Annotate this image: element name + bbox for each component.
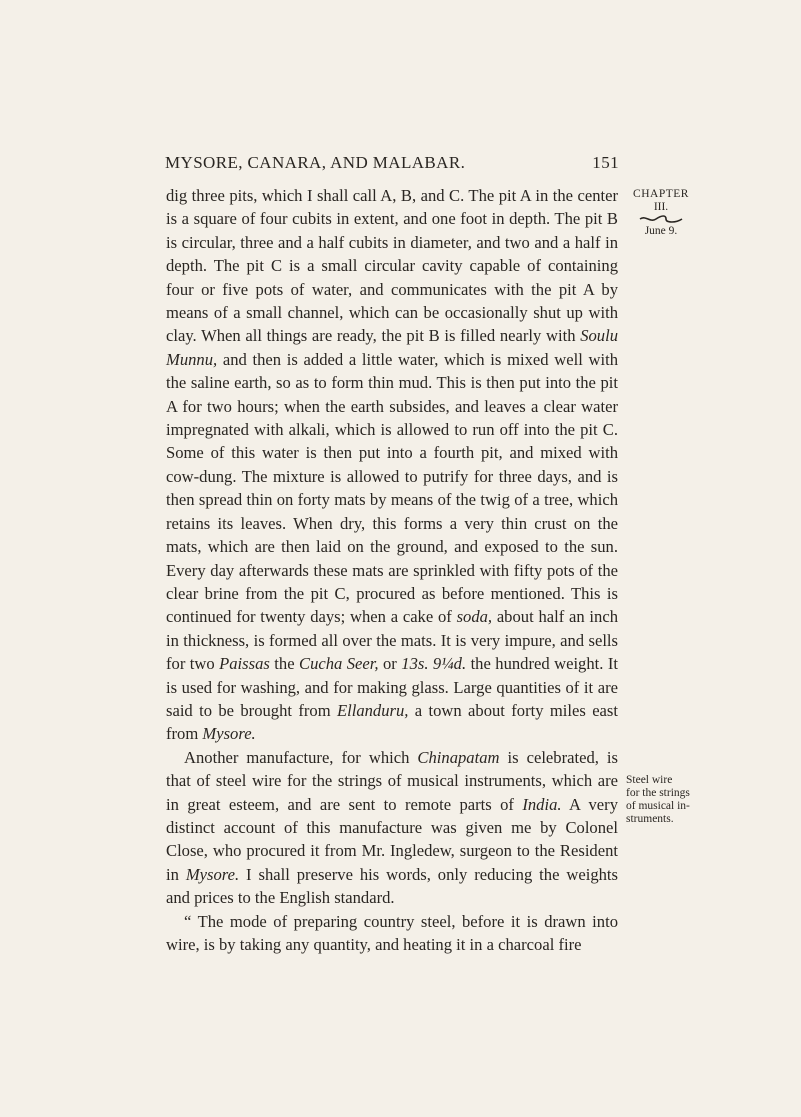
italic-place: Chinapatam — [417, 747, 500, 767]
text-run: about half an inch in thickness, is formed all over the mats. It is very impure, and sells for two — [166, 607, 618, 674]
margin-note-line: for the strings — [626, 787, 690, 799]
text-run: or — [378, 654, 402, 674]
italic-term: Paissas — [219, 654, 270, 674]
italic-place: India. — [522, 794, 562, 814]
chapter-number: III. — [653, 201, 669, 213]
italic-place: Ellanduru, — [336, 700, 409, 720]
paragraph-steel-wire — [166, 746, 618, 910]
running-head: MYSORE, CANARA, AND MALABAR. — [165, 153, 466, 172]
italic-term: Cucha Seer, — [299, 654, 379, 674]
text-run: the hundred weight. It is used for washing, and for making glass. Large quantities of it are said to be brought from — [166, 654, 618, 720]
italic-place: Mysore. — [185, 864, 240, 884]
margin-steel-note — [626, 774, 696, 826]
chapter-label: CHAPTER — [633, 188, 689, 200]
text-run: a town about forty miles east from — [166, 700, 618, 744]
text-run: dig three pits, which I shall call A, B, and C. The pit A in the center is a square of four cubits in extent, and one foot in depth. The pit B is circular, three and a half cubits in diameter, and two and a half in depth. The pit C is a small circular cavity capable of containing four or five pots of water, and communicates with the pit A by means of a small channel, which can be occasionally shut up with clay. When all things are ready, the pit B is filled nearly with — [166, 186, 618, 346]
text-run: Another manufacture, for which — [184, 747, 418, 767]
paragraph-pits — [166, 184, 618, 746]
text-run: “ The mode of preparing country steel, before it is drawn into wire, is by taking any quantity, and heating it in a charcoal fire — [166, 911, 618, 954]
margin-note-line: Steel wire — [626, 774, 673, 786]
margin-note-line: struments. — [626, 813, 674, 825]
margin-chapter-note — [626, 188, 696, 238]
page-number: 151 — [592, 153, 619, 172]
italic-term: Soulu Munnu, — [166, 326, 618, 369]
margin-note-line: of musical in- — [626, 800, 690, 812]
text-run: and then is added a little water, which is mixed well with the saline earth, so as to form thin mud. This is then put into the pit A for two hours; when the earth subsides, and leaves a clear water impregnated with alkali, which is allowed to run off into the pit C. Some of this water is then put into a fourth pit, and mixed with cow-dung. The mixture is allowed to putrify for three days, and is then spread thin on forty mats by means of the twig of a tree, which retains its leaves. When dry, this forms a very thin crust on the mats, which are then laid on the ground, and exposed to the sun. Every day afterwards these mats are sprinkled with fifty pots of the clear brine from the pit C, procured as before mentioned. This is continued for twenty days; when a cake of — [166, 349, 618, 627]
body-text — [166, 184, 618, 956]
text-run: I shall preserve his words, only reducing the weights and prices to the English standard. — [166, 864, 618, 908]
text-run: the — [269, 654, 299, 674]
margin-date: June 9. — [644, 225, 678, 237]
flourish-ornament — [638, 215, 684, 223]
paragraph-quote — [166, 910, 618, 957]
italic-place: Mysore. — [202, 724, 256, 744]
text-run: A very distinct account of this manufacture was given me by Colonel Close, who procured it from Mr. Ingledew, surgeon to the Resident in — [166, 794, 618, 884]
italic-price: 13s. 9¼d. — [401, 654, 467, 674]
text-run: is celebrated, is that of steel wire for the strings of musical instruments, which are in great esteem, and are sent to remote parts of — [166, 747, 618, 814]
italic-term: soda, — [456, 607, 493, 627]
